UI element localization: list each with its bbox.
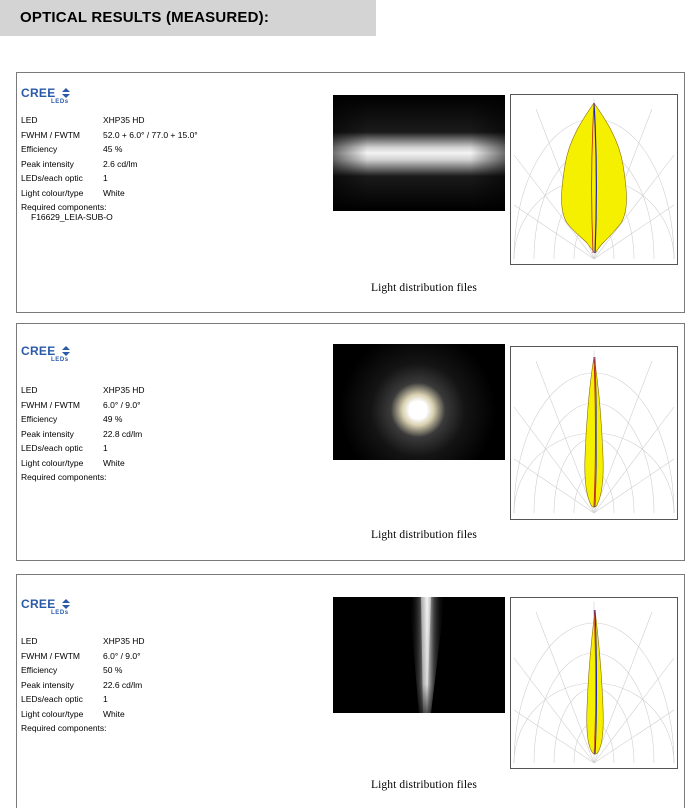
beam-band-image (333, 95, 505, 211)
beam-photo (333, 344, 505, 460)
cree-logo-icon (61, 597, 71, 611)
polar-diagram-svg (511, 347, 677, 519)
optic-card-3: CREE LEDs LED XHP35 HD FWHM / FWTM 6.0° / 9.0° Efficiency 50 % Peak intensity 22.6 cd/lm LEDs/each optic 1 Light colour/type White Required components: Light distribution files (16, 574, 685, 808)
beam-photo (333, 597, 505, 713)
required-component: F16629_LEIA-SUB-O (31, 212, 113, 222)
beam-vertical-image (333, 597, 505, 713)
optic-card-2: CREE LEDs LED XHP35 HD FWHM / FWTM 6.0° / 9.0° Efficiency 49 % Peak intensity 22.8 cd/lm LEDs/each optic 1 Light colour/type White Required components: Light distribution files (16, 323, 685, 561)
polar-diagram (510, 94, 678, 265)
light-distribution-caption: Light distribution files (371, 529, 477, 541)
page-title: OPTICAL RESULTS (MEASURED): (20, 9, 270, 26)
beam-photo (333, 95, 505, 211)
polar-diagram (510, 346, 678, 520)
beam-spot-image (333, 344, 505, 460)
light-distribution-caption: Light distribution files (371, 282, 477, 294)
polar-diagram (510, 597, 678, 769)
light-distribution-caption: Light distribution files (371, 779, 477, 791)
polar-diagram-svg (511, 598, 677, 768)
cree-logo-icon (61, 344, 71, 358)
cree-logo-icon (61, 86, 71, 100)
header-band (0, 0, 376, 36)
polar-diagram-svg (511, 95, 677, 264)
optic-card-1: CREE LEDs LED XHP35 HD FWHM / FWTM 52.0 + 6.0° / 77.0 + 15.0° Efficiency 45 % Peak intensity 2.6 cd/lm LEDs/each optic 1 Light colour/type White Required components: F16629_LEIA-SUB-O Light distribution files (16, 72, 685, 313)
